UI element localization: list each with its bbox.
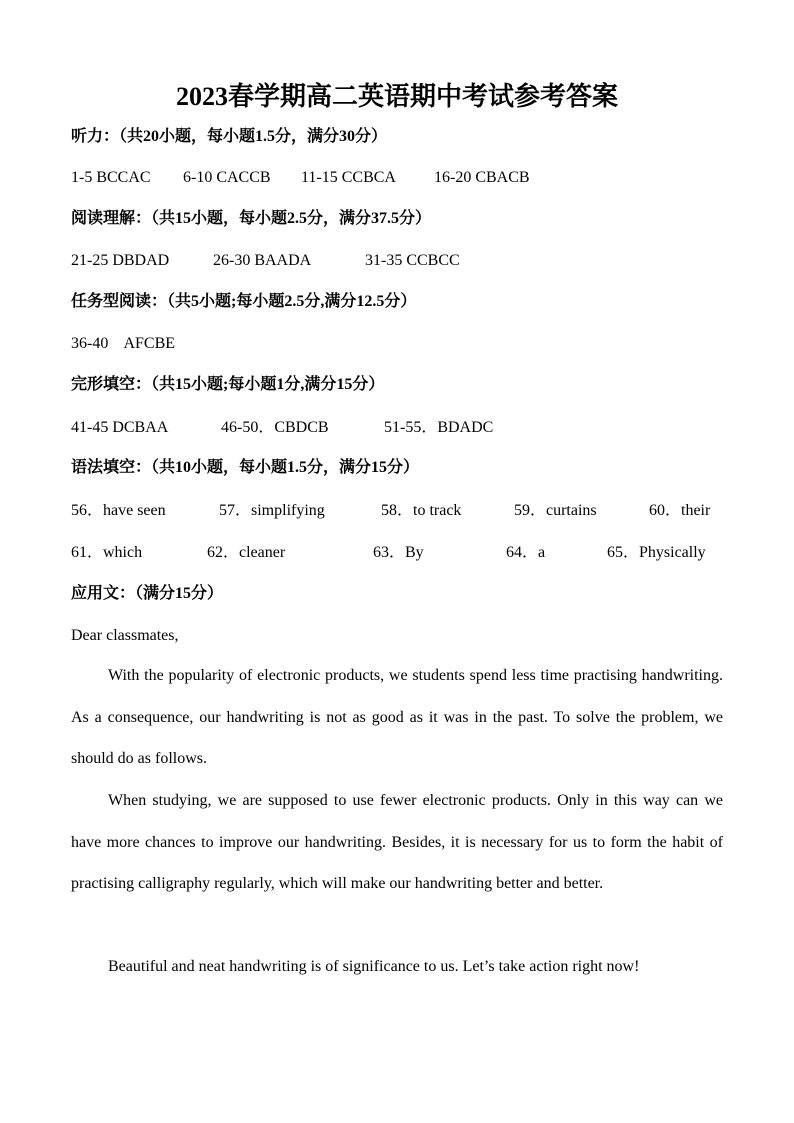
answer-group: 46-50．CBDCB <box>221 419 329 436</box>
grammar-answer: 58．to track <box>381 502 462 519</box>
answer-group: 31-35 CCBCC <box>365 252 460 269</box>
answer-group: 36-40 AFCBE <box>71 335 176 352</box>
grammar-answer: 57．simplifying <box>219 502 325 519</box>
reading-heading: 阅读理解：（共15小题，每小题2.5分，满分37.5分） <box>71 210 432 227</box>
grammar-heading: 语法填空：（共10小题，每小题1.5分，满分15分） <box>71 459 420 476</box>
answer-group: 21-25 DBDAD <box>71 252 170 269</box>
task-reading-answers <box>71 333 723 355</box>
answer-group: 16-20 CBACB <box>434 169 530 186</box>
task-reading-heading: 任务型阅读：（共5小题;每小题2.5分,满分12.5分） <box>71 293 417 310</box>
letter-salutation: Dear classmates, <box>71 627 179 644</box>
answer-group: 6-10 CACCB <box>183 169 271 186</box>
answer-group: 41-45 DCBAA <box>71 419 169 436</box>
page-title: 2023春学期高二英语期中考试参考答案 <box>175 82 618 111</box>
answer-group: 51-55．BDADC <box>384 419 494 436</box>
grammar-answer: 65．Physically <box>607 544 706 561</box>
cloze-answers <box>71 417 723 439</box>
listening-heading: 听力：（共20小题，每小题1.5分，满分30分） <box>71 128 388 145</box>
grammar-answer: 63．By <box>373 544 424 561</box>
listening-answers <box>71 167 723 189</box>
reading-answers <box>71 250 723 272</box>
grammar-answer: 64．a <box>506 544 546 561</box>
grammar-answers-row-1 <box>71 500 723 522</box>
grammar-answers-row-2 <box>71 542 723 564</box>
grammar-answer: 61．which <box>71 544 143 561</box>
letter-paragraph-1: With the popularity of electronic products, we students spend less time practising handwriting. As a consequence, our handwriting is not as good as it was in the past. To solve the problem, we should do as follows. <box>71 667 723 767</box>
grammar-answer: 56．have seen <box>71 502 166 519</box>
letter-paragraph-2: When studying, we are supposed to use fewer electronic products. Only in this way can we have more chances to improve our handwriting. Besides, it is necessary for us to form the habit of practising calligraphy regularly, which will make our handwriting better and better. <box>71 792 723 892</box>
letter-paragraph-3: Beautiful and neat handwriting is of significance to us. Let’s take action right now! <box>108 958 640 975</box>
answer-group: 11-15 CCBCA <box>301 169 396 186</box>
answer-group: 1-5 BCCAC <box>71 169 151 186</box>
grammar-answer: 59．curtains <box>514 502 597 519</box>
grammar-answer: 62．cleaner <box>207 544 286 561</box>
cloze-heading: 完形填空：（共15小题;每小题1分,满分15分） <box>71 376 385 393</box>
writing-heading: 应用文：（满分15分） <box>71 585 224 602</box>
grammar-answer: 60．their <box>649 502 711 519</box>
answer-group: 26-30 BAADA <box>213 252 312 269</box>
